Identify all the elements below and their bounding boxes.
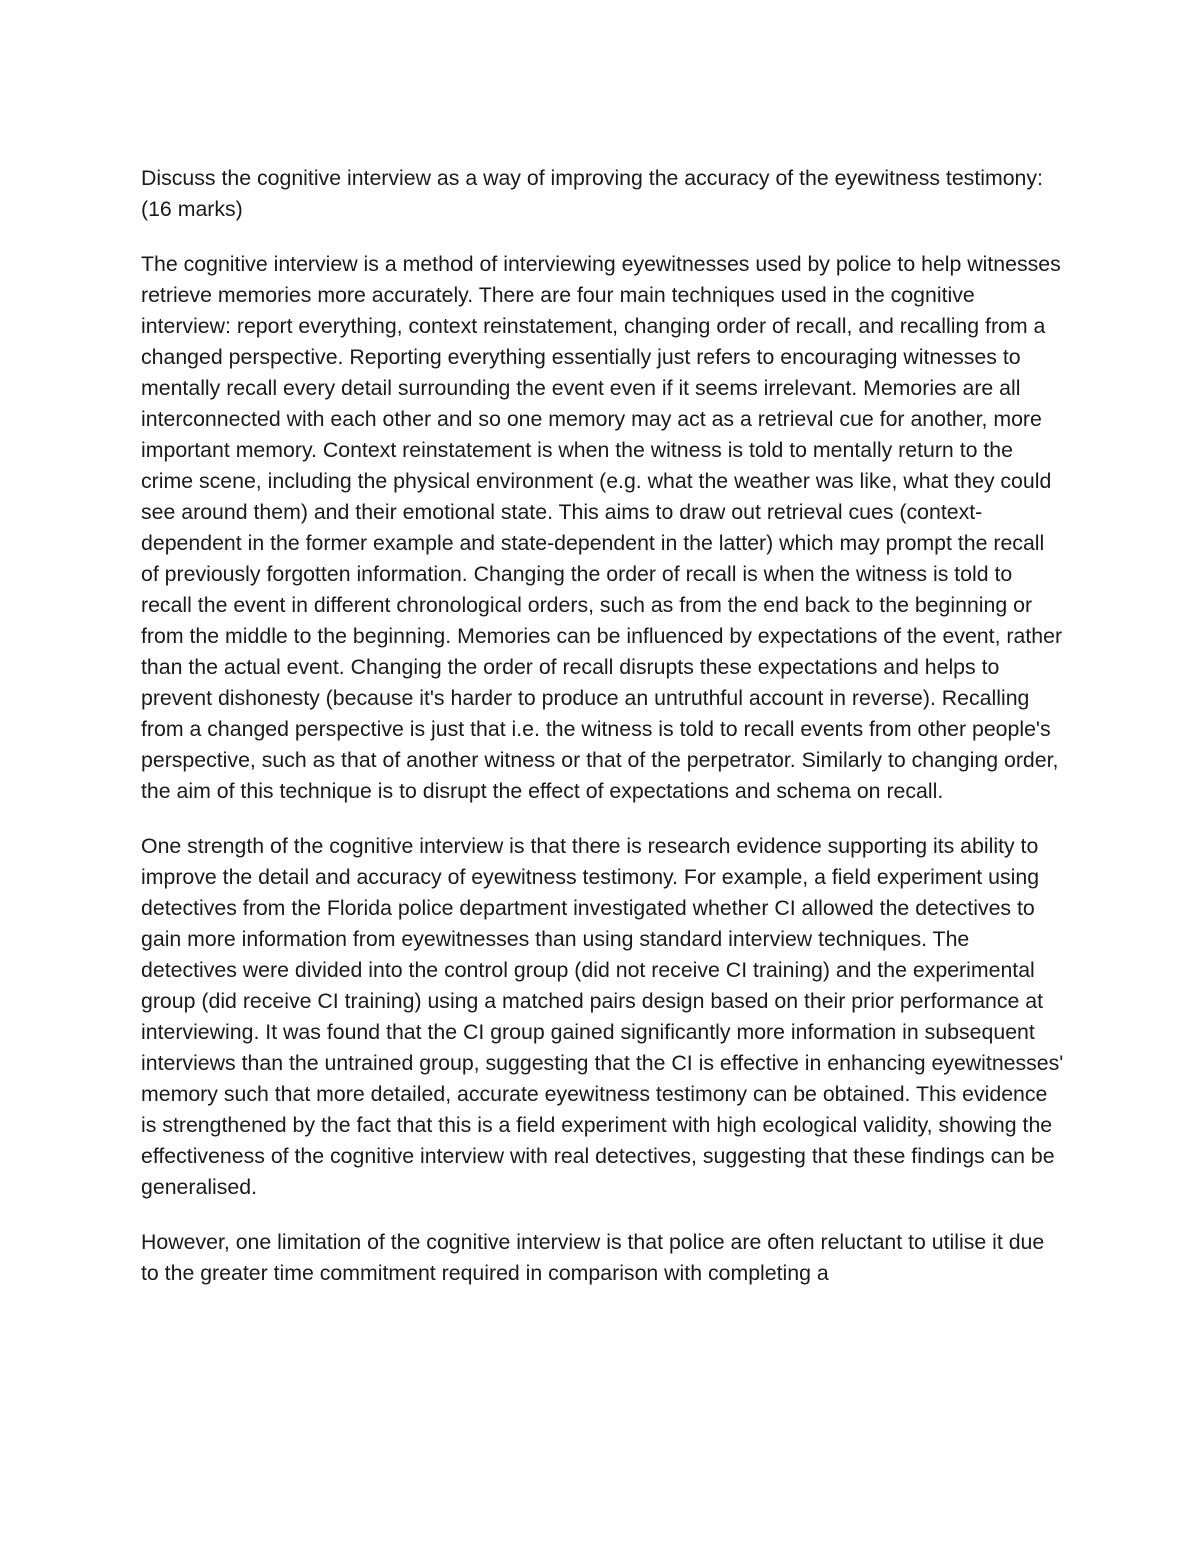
paragraph-strength: One strength of the cognitive interview is that there is research evidence supporting its ability to improve the detail and accuracy of eyewitness testimony. For example, a field experiment using detectives from the Florida police department investigated whether CI allowed the detectives to gain more information from eyewitnesses than using standard interview techniques. The detectives were divided into the control group (did not receive CI training) and the experimental group (did receive CI training) using a matched pairs design based on their prior performance at interviewing. It was found that the CI group gained significantly more information in subsequent interviews than the untrained group, suggesting that the CI is effective in enhancing eyewitnesses' memory such that more detailed, accurate eyewitness testimony can be obtained. This evidence is strengthened by the fact that this is a field experiment with high ecological validity, showing the effectiveness of the cognitive interview with real detectives, suggesting that these findings can be generalised. bbox=[141, 834, 1064, 1199]
document-body bbox=[141, 163, 1066, 1289]
paragraph-techniques: The cognitive interview is a method of interviewing eyewitnesses used by police to help witnesses retrieve memories more accurately. There are four main techniques used in the cognitive interview: report everything, context reinstatement, changing order of recall, and recalling from a changed perspective. Reporting everything essentially just refers to encouraging witnesses to mentally recall every detail surrounding the event even if it seems irrelevant. Memories are all interconnected with each other and so one memory may act as a retrieval cue for another, more important memory. Context reinstatement is when the witness is told to mentally return to the crime scene, including the physical environment (e.g. what the weather was like, what they could see around them) and their emotional state. This aims to draw out retrieval cues (context-dependent in the former example and state-dependent in the latter) which may prompt the recall of previously forgotten information. Changing the order of recall is when the witness is told to recall the event in different chronological orders, such as from the end back to the beginning or from the middle to the beginning. Memories can be influenced by expectations of the event, rather than the actual event. Changing the order of recall disrupts these expectations and helps to prevent dishonesty (because it's harder to produce an untruthful account in reverse). Recalling from a changed perspective is just that i.e. the witness is told to recall events from other people's perspective, such as that of another witness or that of the perpetrator. Similarly to changing order, the aim of this technique is to disrupt the effect of expectations and schema on recall. bbox=[141, 252, 1063, 803]
essay-question: Discuss the cognitive interview as a way of improving the accuracy of the eyewitness testimony: (16 marks) bbox=[141, 166, 1043, 221]
paragraph-limitation: However, one limitation of the cognitive interview is that police are often reluctant to utilise it due to the greater time commitment required in comparison with completing a bbox=[141, 1230, 1045, 1285]
